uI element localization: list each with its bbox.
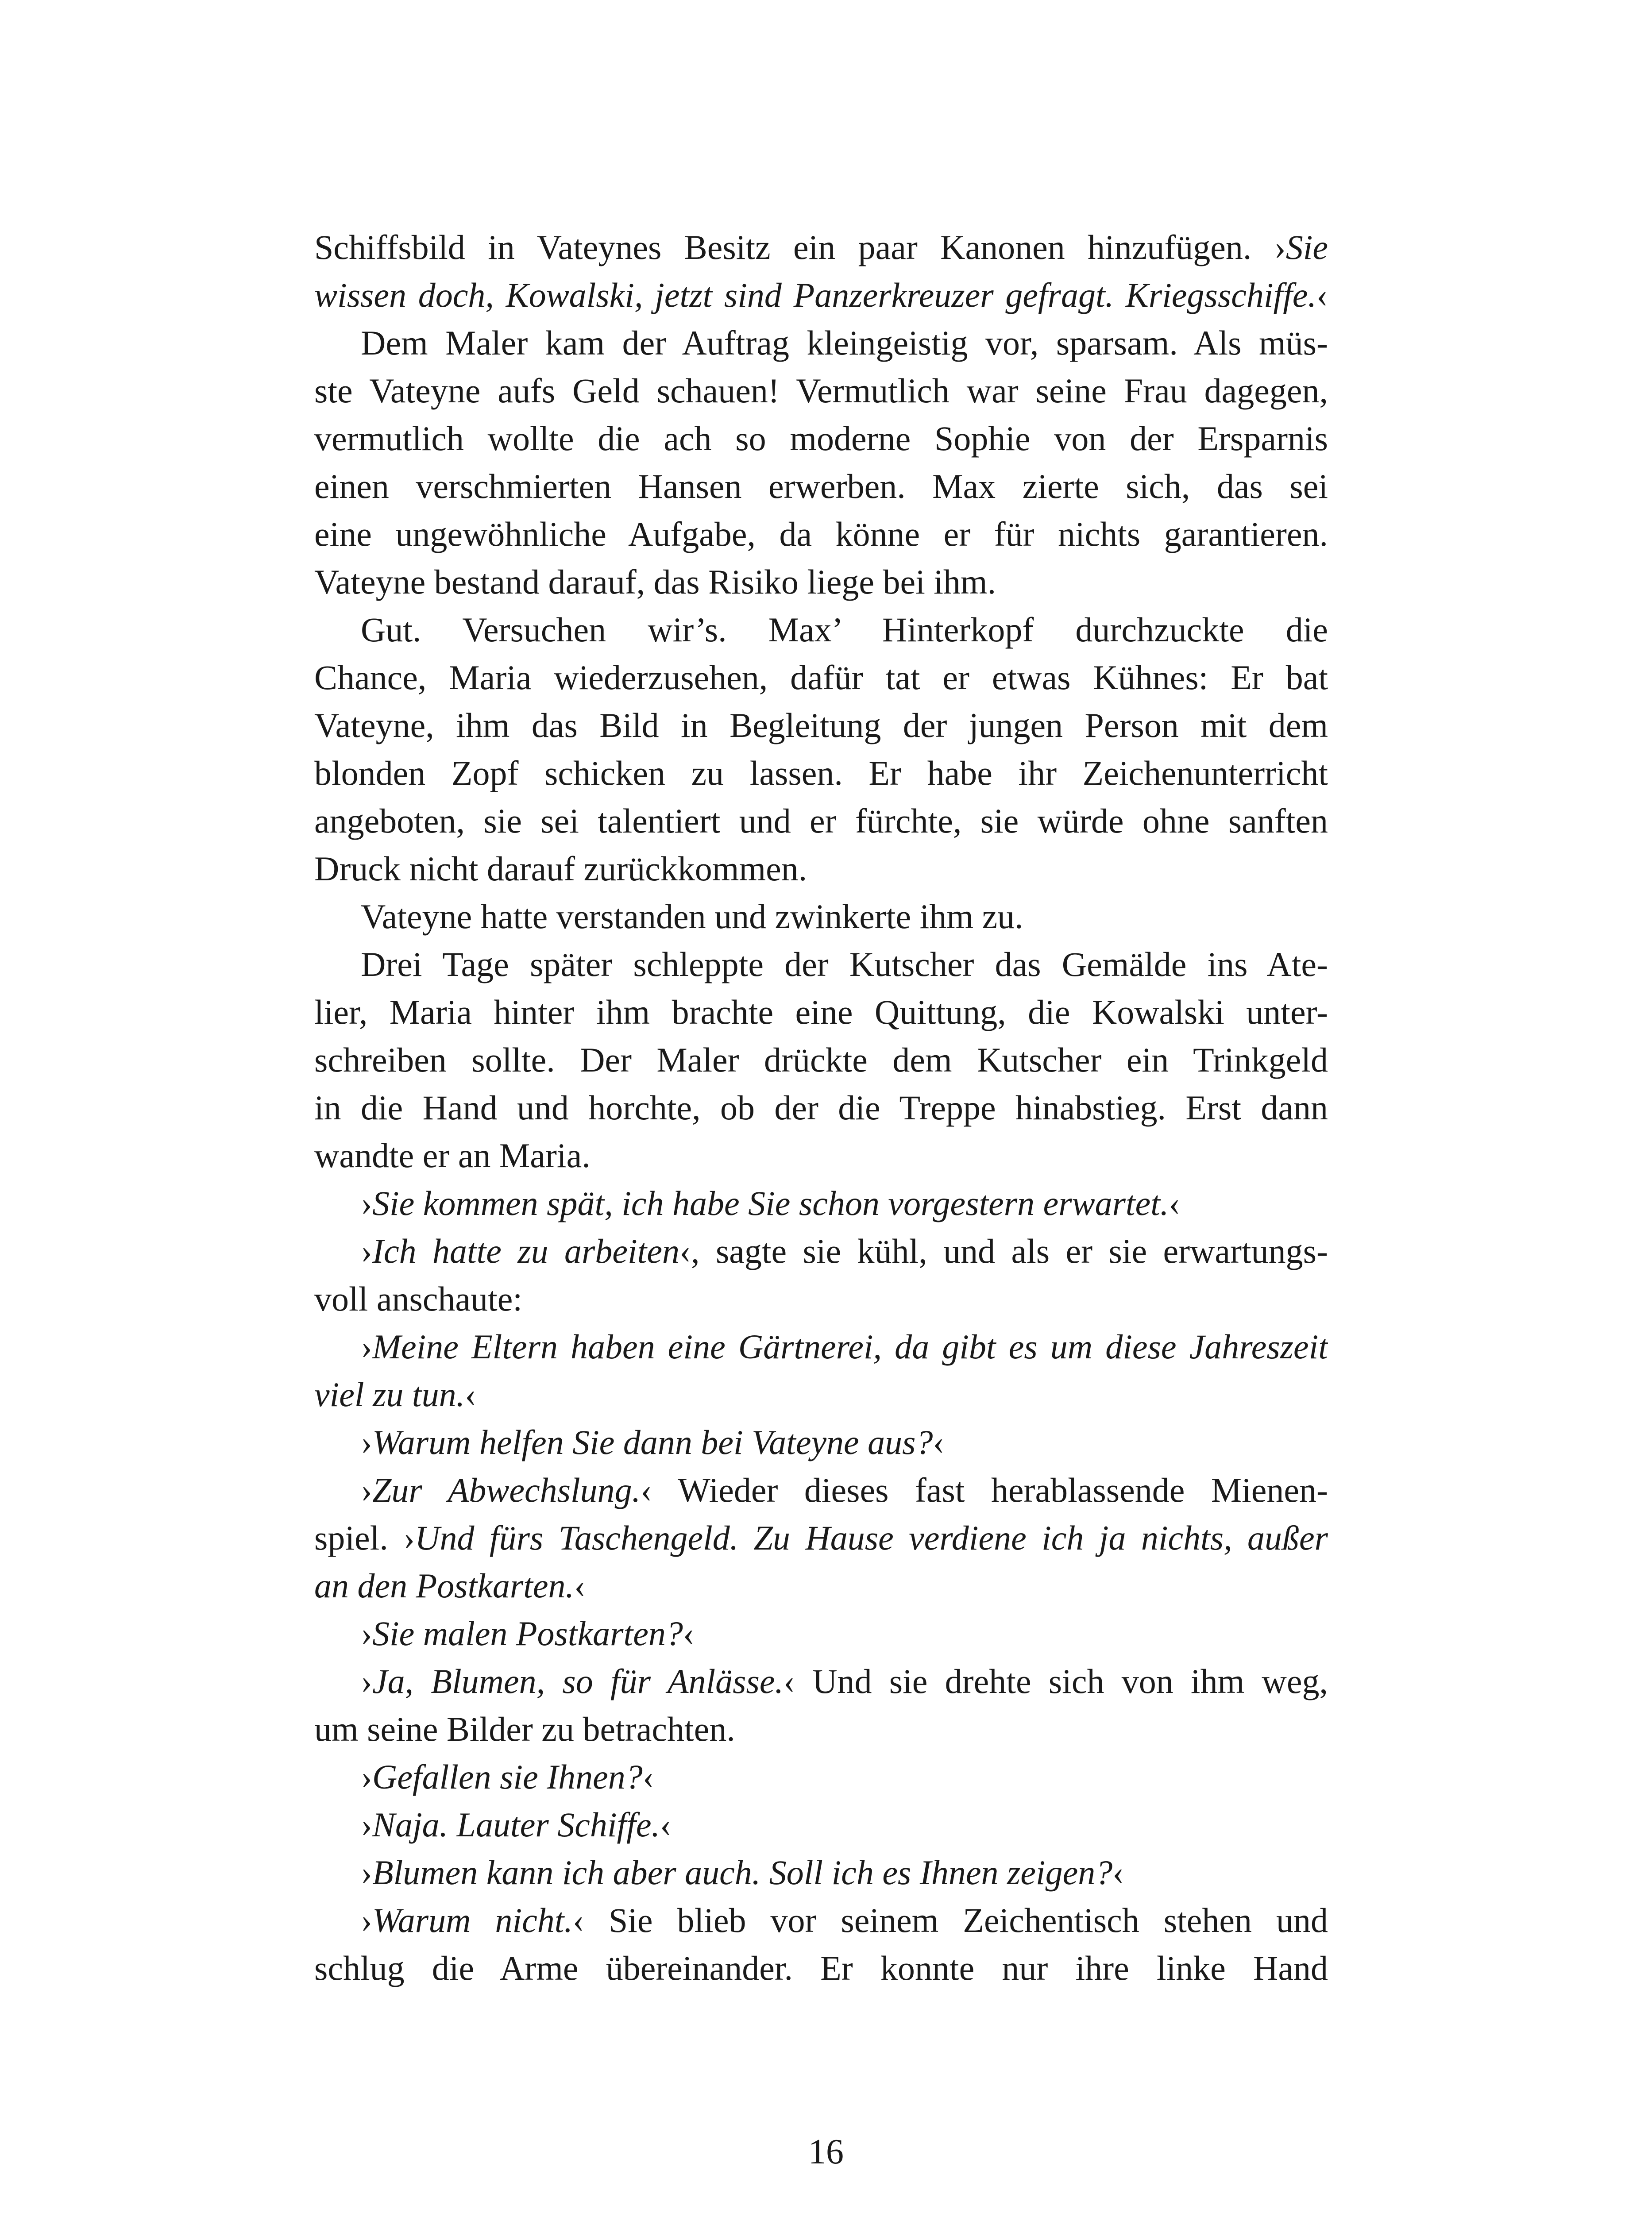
italic-text-run: Sie — [1285, 228, 1328, 266]
text-run: ‹ — [1316, 276, 1328, 314]
text-line — [314, 367, 1328, 415]
text-line — [314, 797, 1328, 845]
text-run: voll anschaute: — [314, 1280, 523, 1318]
text-line — [314, 1323, 1328, 1371]
text-run: spiel. › — [314, 1519, 415, 1557]
text-run: › — [361, 1758, 372, 1796]
text-line — [314, 702, 1328, 749]
text-run: vermutlich wollte die ach so moderne Sophie von der Ersparnis — [314, 419, 1328, 458]
text-run: › — [361, 1662, 372, 1700]
text-line — [314, 988, 1328, 1036]
text-line — [314, 1466, 1328, 1514]
text-run: Schiffsbild in Vateynes Besitz ein paar Kanonen hinzufügen. › — [314, 228, 1286, 266]
text-run: Gut. Versuchen wir’s. Max’ Hinterkopf durchzuckte die — [361, 610, 1328, 649]
text-run: einen verschmierten Hansen erwerben. Max zierte sich, das sei — [314, 467, 1328, 505]
text-run: um seine Bilder zu betrachten. — [314, 1710, 735, 1748]
text-run: ‹ — [1112, 1853, 1124, 1892]
text-run: Drei Tage später schleppte der Kutscher das Gemälde ins Ate- — [361, 945, 1328, 983]
text-run: ‹ — [574, 1566, 586, 1605]
italic-text-run: Gefallen sie Ihnen? — [372, 1758, 643, 1796]
text-line — [314, 558, 1328, 606]
italic-text-run: wissen doch, Kowalski, jetzt sind Panzerkreuzer gefragt. Kriegsschiffe. — [314, 276, 1317, 314]
text-run: angeboten, sie sei talentiert und er fürchte, sie würde ohne sanften — [314, 802, 1328, 840]
italic-text-run: Meine Eltern haben eine Gärtnerei, da gibt es um diese Jahreszeit — [372, 1327, 1328, 1366]
text-run: wandte er an Maria. — [314, 1136, 591, 1175]
italic-text-run: Ich hatte zu arbeiten — [372, 1232, 679, 1270]
text-line — [314, 1275, 1328, 1323]
italic-text-run: Warum nicht. — [372, 1901, 573, 1939]
text-run: › — [361, 1805, 372, 1844]
text-line — [314, 749, 1328, 797]
text-line — [314, 606, 1328, 654]
text-line — [314, 1132, 1328, 1180]
text-run: › — [361, 1853, 372, 1892]
text-run: ‹ — [933, 1423, 945, 1461]
text-run: Vateyne bestand darauf, das Risiko liege bei ihm. — [314, 563, 996, 601]
text-run: lier, Maria hinter ihm brachte eine Quittung, die Kowalski unter- — [314, 993, 1328, 1031]
text-run: ‹ Wieder dieses fast herablassende Mienen- — [641, 1471, 1328, 1509]
text-run: ‹ — [1169, 1184, 1181, 1222]
text-run: › — [361, 1614, 372, 1653]
text-line — [314, 845, 1328, 893]
text-line — [314, 654, 1328, 702]
italic-text-run: an den Postkarten. — [314, 1566, 575, 1605]
text-line — [314, 1944, 1328, 1992]
text-run: eine ungewöhnliche Aufgabe, da könne er für nichts garantieren. — [314, 515, 1328, 553]
italic-text-run: Naja. Lauter Schiffe. — [372, 1805, 660, 1844]
text-line — [314, 1084, 1328, 1132]
text-line — [314, 1227, 1328, 1275]
text-line — [314, 1371, 1328, 1419]
text-line — [314, 1658, 1328, 1705]
text-run: › — [361, 1423, 372, 1461]
text-line — [314, 224, 1328, 271]
page-number: 16 — [808, 2132, 844, 2171]
text-line — [314, 1419, 1328, 1466]
text-run: ‹ Sie blieb vor seinem Zeichentisch stehen und — [572, 1901, 1328, 1939]
text-run: Dem Maler kam der Auftrag kleingeistig vor, sparsam. Als müs- — [361, 324, 1328, 362]
text-run: in die Hand und horchte, ob der die Treppe hinabstieg. Erst dann — [314, 1088, 1328, 1127]
text-run: Chance, Maria wiederzusehen, dafür tat er etwas Kühnes: Er bat — [314, 658, 1328, 697]
text-line — [314, 463, 1328, 510]
text-line — [314, 1036, 1328, 1084]
text-line — [314, 1753, 1328, 1801]
italic-text-run: Ja, Blumen, so für Anlässe. — [372, 1662, 784, 1700]
text-line — [314, 510, 1328, 558]
text-run: Vateyne hatte verstanden und zwinkerte ihm zu. — [361, 897, 1023, 936]
italic-text-run: Blumen kann ich aber auch. Soll ich es Ihnen zeigen? — [372, 1853, 1113, 1892]
text-run: › — [361, 1232, 372, 1270]
text-line — [314, 941, 1328, 988]
text-run: ste Vateyne aufs Geld schauen! Vermutlich war seine Frau dagegen, — [314, 371, 1328, 410]
text-run: ‹ — [683, 1614, 695, 1653]
italic-text-run: viel zu tun. — [314, 1375, 465, 1414]
text-line — [314, 1801, 1328, 1849]
italic-text-run: Sie malen Postkarten? — [372, 1614, 683, 1653]
italic-text-run: Zur Abwechslung. — [372, 1471, 641, 1509]
text-line — [314, 1849, 1328, 1897]
text-run: schlug die Arme übereinander. Er konnte nur ihre linke Hand — [314, 1949, 1328, 1987]
italic-text-run: Und fürs Taschengeld. Zu Hause verdiene ich ja nichts, außer — [415, 1519, 1328, 1557]
text-line — [314, 1610, 1328, 1658]
text-line — [314, 1897, 1328, 1944]
text-line — [314, 893, 1328, 941]
text-line — [314, 1514, 1328, 1562]
text-line — [314, 1180, 1328, 1227]
body-text — [314, 224, 1328, 1992]
italic-text-run: Warum helfen Sie dann bei Vateyne aus? — [372, 1423, 933, 1461]
text-run: ‹ — [465, 1375, 477, 1414]
text-line — [314, 1705, 1328, 1753]
text-run: ‹ — [642, 1758, 654, 1796]
text-run: schreiben sollte. Der Maler drückte dem Kutscher ein Trinkgeld — [314, 1041, 1328, 1079]
italic-text-run: Sie kommen spät, ich habe Sie schon vorgestern erwartet. — [372, 1184, 1169, 1222]
text-line — [314, 1562, 1328, 1610]
text-line — [314, 319, 1328, 367]
text-run: ‹, sagte sie kühl, und als er sie erwartungs- — [679, 1232, 1328, 1270]
text-run: › — [361, 1184, 372, 1222]
text-run: Druck nicht darauf zurückkommen. — [314, 849, 807, 888]
text-line — [314, 271, 1328, 319]
text-run: › — [361, 1901, 372, 1939]
text-run: Vateyne, ihm das Bild in Begleitung der jungen Person mit dem — [314, 706, 1328, 744]
text-run: blonden Zopf schicken zu lassen. Er habe ihr Zeichenunterricht — [314, 754, 1328, 792]
text-run: › — [361, 1327, 372, 1366]
text-run: › — [361, 1471, 372, 1509]
text-run: ‹ Und sie drehte sich von ihm weg, — [783, 1662, 1328, 1700]
text-run: ‹ — [660, 1805, 672, 1844]
text-line — [314, 415, 1328, 463]
